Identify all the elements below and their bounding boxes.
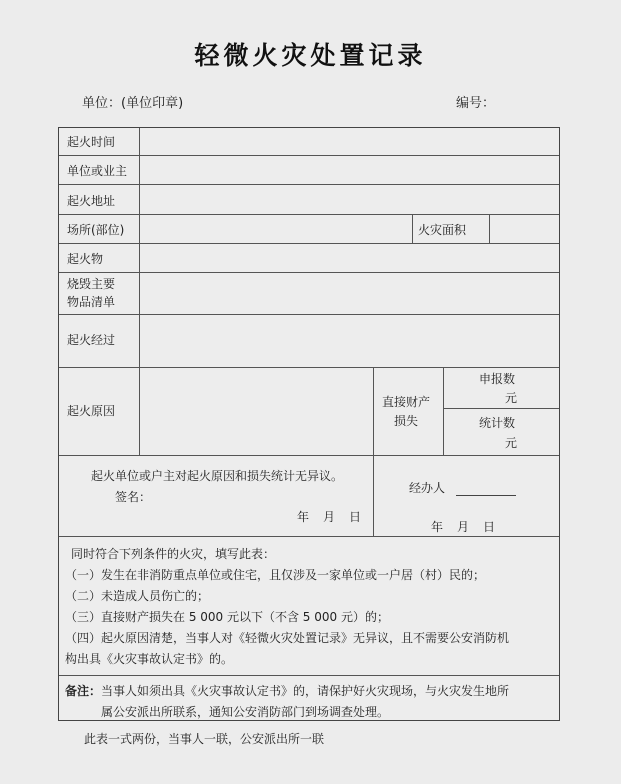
burned-items-label-2: 物品清单 [67,295,116,309]
page-title: 轻微火灾处置记录 [194,41,427,70]
date-left: 年 月 日 [297,510,363,524]
condition-3: （三）直接财产损失在 5 000 元以下（不含 5 000 元）的； [65,610,389,624]
note-text-2: 属公安派出所联系，通知公安消防部门到场调查处理。 [101,705,390,719]
fire-area-label: 火灾面积 [418,223,467,237]
direct-loss-label-1: 直接财产 [382,395,431,409]
fire-address-label: 起火地址 [67,194,116,208]
conditions-intro: 同时符合下列条件的火灾，填写此表： [71,547,276,561]
note-text-1: 当事人如须出具《火灾事故认定书》的，请保护好火灾现场，与火灾发生地所 [101,684,510,698]
place-label: 场所(部位) [67,223,125,237]
burned-items-label-1: 烧毁主要 [67,277,116,291]
unit-seal-label: 单位：(单位印章) [82,96,184,111]
fire-object-label: 起火物 [67,252,104,266]
date-right: 年 月 日 [431,520,497,534]
condition-1: （一）发生在非消防重点单位或住宅，且仅涉及一家单位或一户居（村）民的； [65,568,486,582]
fire-process-label: 起火经过 [67,333,116,347]
handler-label: 经办人 [409,481,446,495]
reported-amount-label: 申报数 [479,372,516,386]
no-objection-statement: 起火单位或户主对起火原因和损失统计无异议。 [91,469,344,483]
handler-signature-line [456,495,516,496]
note-line-1 [65,681,509,701]
fire-cause-label: 起火原因 [67,404,116,418]
counted-unit-label: 元 [505,436,518,450]
note-label: 备注： [65,684,102,698]
signature-label: 签名： [115,490,152,504]
unit-or-owner-label: 单位或业主 [67,164,128,178]
condition-2: （二）未造成人员伤亡的； [65,589,210,603]
copies-footer: 此表一式两份，当事人一联，公安派出所一联 [84,732,325,746]
condition-4-line-2: 构出具《火灾事故认定书》的。 [65,652,234,666]
condition-4-line-1: （四）起火原因清楚，当事人对《轻微火灾处置记录》无异议，且不需要公安消防机 [65,631,510,645]
record-number-label: 编号： [456,96,496,111]
counted-amount-label: 统计数 [479,416,516,430]
record-form [58,127,560,721]
fire-time-label: 起火时间 [67,135,116,149]
reported-unit-label: 元 [505,391,518,405]
direct-loss-label-2: 损失 [394,414,419,428]
